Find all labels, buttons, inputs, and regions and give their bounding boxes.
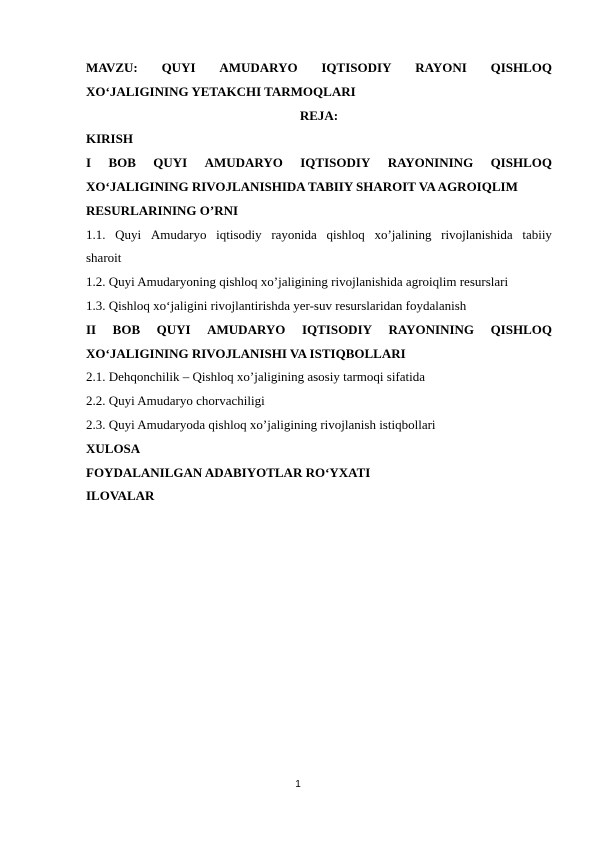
chapter-word: RAYONINING — [387, 155, 474, 171]
section-word: rayonida — [271, 226, 317, 242]
title-word: RAYONI — [415, 60, 467, 75]
section-2-2: 2.2. Quyi Amudaryo chorvachiligi — [86, 393, 265, 409]
section-2-3: 2.3. Quyi Amudaryoda qishloq xo’jaligining rivojlanish istiqbollari — [86, 416, 436, 432]
title-line-2: XO‘JALIGINING YETAKCHI TARMOQLARI — [86, 83, 356, 99]
title-word: QUYI — [161, 60, 196, 75]
chapter-1-line-1 — [86, 151, 552, 175]
section-1-3: 1.3. Qishloq xo‘jaligini rivojlantirishda yer-suv resurslaridan foydalanish — [86, 297, 467, 313]
section-1-1-line-1 — [86, 223, 552, 247]
chapter-word: QUYI — [153, 155, 188, 171]
chapter-word: AMUDARYO — [204, 155, 283, 171]
chapter-word: IQTISODIY — [300, 155, 371, 171]
chapter-2-line-2: XO‘JALIGINING RIVOJLANISHI VA ISTIQBOLLARI — [86, 345, 406, 361]
chapter-word: II — [86, 321, 97, 337]
chapter-word: QUYI — [156, 321, 191, 337]
section-2-1: 2.1. Dehqonchilik – Qishloq xo’jaligining asosiy tarmoqi sifatida — [86, 369, 426, 385]
chapter-1-line-2: XO‘JALIGINING RIVOJLANISHIDA TABIIY SHAROIT VA AGROIQLIM — [86, 178, 518, 194]
chapter-word: IQTISODIY — [301, 321, 373, 337]
section-word: Quyi — [115, 226, 142, 242]
section-word: rivojlanishida — [441, 226, 513, 242]
section-word: Amudaryo — [150, 226, 207, 242]
intro-heading: KIRISH — [86, 131, 133, 147]
appendices-heading: ILOVALAR — [86, 488, 155, 504]
title-line-1 — [86, 56, 552, 80]
section-word: 1.1. — [86, 226, 106, 242]
section-word: tabiiy — [522, 226, 552, 242]
chapter-word: RAYONINING — [388, 321, 475, 337]
chapter-word: QISHLOQ — [490, 321, 552, 337]
chapter-word: BOB — [108, 155, 136, 171]
document-body — [86, 56, 552, 508]
chapter-word: AMUDARYO — [207, 321, 286, 337]
page-number: 1 — [295, 779, 301, 790]
section-1-2: 1.2. Quyi Amudaryoning qishloq xo’jaligining rivojlanishida agroiqlim resurslari — [86, 274, 509, 290]
chapter-word: BOB — [112, 321, 141, 337]
chapter-1-line-3: RESURLARINING O’RNI — [86, 202, 239, 218]
references-heading: FOYDALANILGAN ADABIYOTLAR RO‘YXATI — [86, 464, 371, 480]
section-1-1-line-2: sharoit — [86, 250, 122, 266]
title-word: IQTISODIY — [321, 60, 392, 75]
section-word: qishloq — [326, 226, 365, 242]
title-word: QISHLOQ — [490, 60, 552, 75]
conclusion-heading: XULOSA — [86, 440, 141, 456]
section-word: iqtisodiy — [216, 226, 262, 242]
chapter-2-line-1 — [86, 318, 552, 342]
section-word: xo’jalining — [374, 226, 432, 242]
plan-heading: REJA: — [299, 107, 339, 123]
title-word: AMUDARYO — [219, 60, 298, 75]
chapter-word: QISHLOQ — [490, 155, 552, 171]
chapter-word: I — [86, 155, 92, 171]
title-word: MAVZU: — [86, 60, 138, 75]
